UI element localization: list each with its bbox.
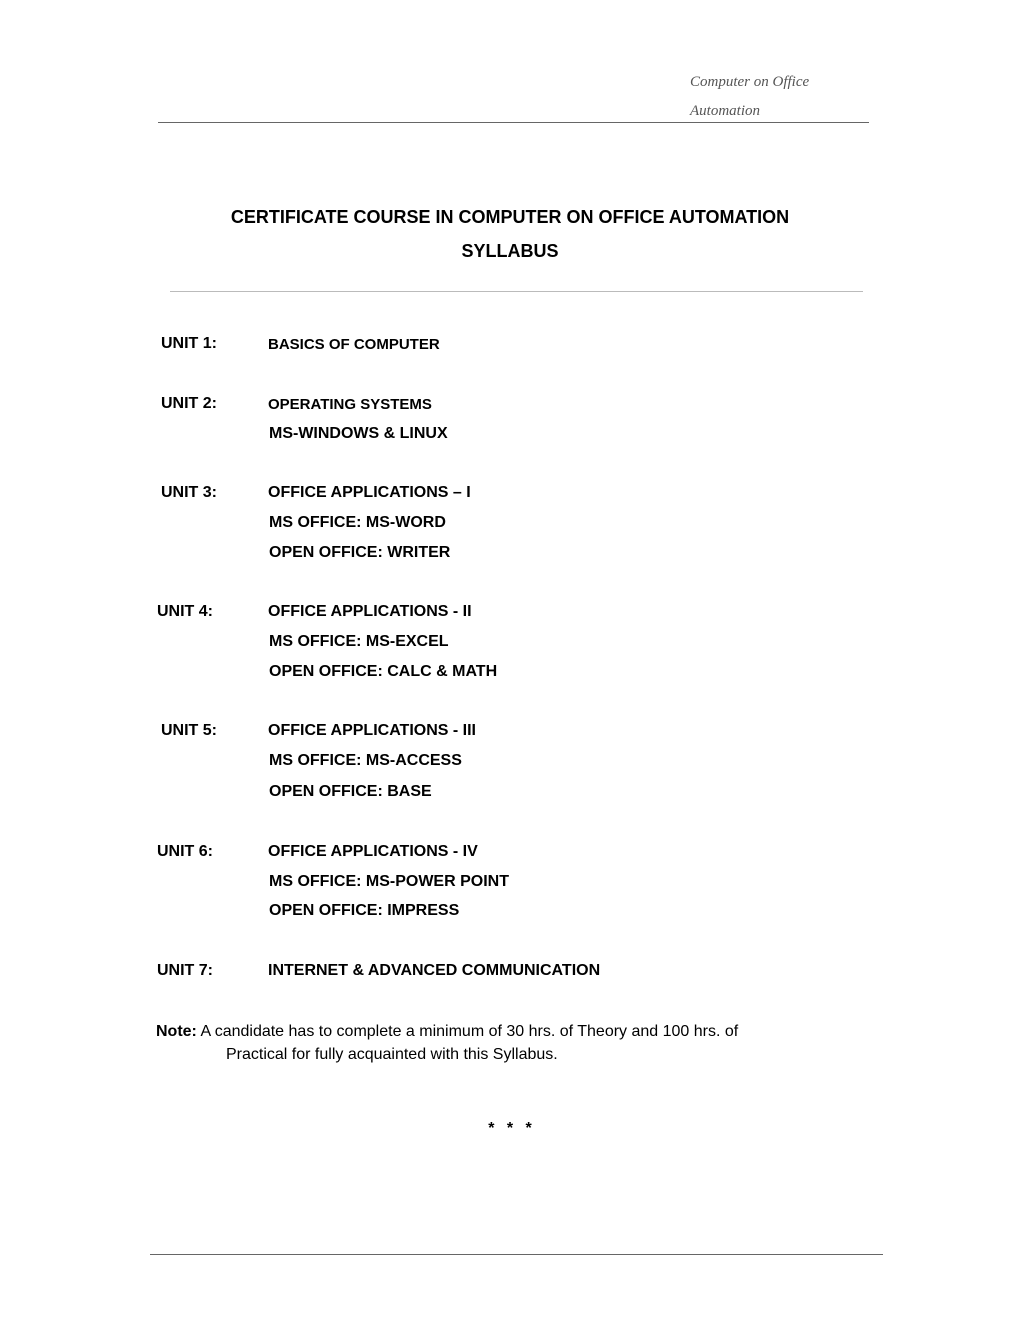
unit-subtopic: MS OFFICE: MS-POWER POINT xyxy=(269,873,509,890)
note-label: Note: xyxy=(156,1023,197,1040)
footer-rule xyxy=(150,1254,883,1255)
unit-topic: OFFICE APPLICATIONS - III xyxy=(268,722,476,739)
unit-subtopic: OPEN OFFICE: IMPRESS xyxy=(269,902,460,919)
running-header xyxy=(690,68,870,126)
unit-subtopic: MS-WINDOWS & LINUX xyxy=(269,425,448,442)
unit-topic: OFFICE APPLICATIONS - IV xyxy=(268,843,478,860)
unit-label: UNIT 1: xyxy=(161,335,217,352)
unit-subtopic: OPEN OFFICE: BASE xyxy=(269,783,432,800)
note xyxy=(156,1020,856,1066)
note-text-line-1: A candidate has to complete a minimum of 30 hrs. of Theory and 100 hrs. of xyxy=(196,1023,739,1040)
title-rule xyxy=(170,291,863,292)
unit-topic: OPERATING SYSTEMS xyxy=(268,396,432,413)
unit-topic: INTERNET & ADVANCED COMMUNICATION xyxy=(268,962,601,979)
unit-topic: OFFICE APPLICATIONS – I xyxy=(268,484,471,501)
unit-subtopic: MS OFFICE: MS-WORD xyxy=(269,514,446,531)
note-text-line-2: Practical for fully acquainted with this Syllabus. xyxy=(226,1046,558,1063)
unit-topic: BASICS OF COMPUTER xyxy=(268,336,440,353)
unit-subtopic: OPEN OFFICE: CALC & MATH xyxy=(269,663,498,680)
unit-label: UNIT 2: xyxy=(161,395,217,412)
unit-label: UNIT 6: xyxy=(157,843,213,860)
document-title: CERTIFICATE COURSE IN COMPUTER ON OFFICE AUTOMATION xyxy=(230,207,790,227)
running-header-line-2: Automation xyxy=(690,103,760,119)
unit-label: UNIT 5: xyxy=(161,722,217,739)
document-subtitle: SYLLABUS xyxy=(461,241,559,261)
unit-subtopic: MS OFFICE: MS-EXCEL xyxy=(269,633,449,650)
unit-label: UNIT 7: xyxy=(157,962,213,979)
end-mark: * * * xyxy=(488,1120,536,1137)
unit-label: UNIT 3: xyxy=(161,484,217,501)
unit-label: UNIT 4: xyxy=(157,603,213,620)
unit-topic: OFFICE APPLICATIONS - II xyxy=(268,603,472,620)
unit-subtopic: OPEN OFFICE: WRITER xyxy=(269,544,451,561)
unit-subtopic: MS OFFICE: MS-ACCESS xyxy=(269,752,462,769)
running-header-line-1: Computer on Office xyxy=(690,74,810,90)
header-rule xyxy=(158,122,869,123)
